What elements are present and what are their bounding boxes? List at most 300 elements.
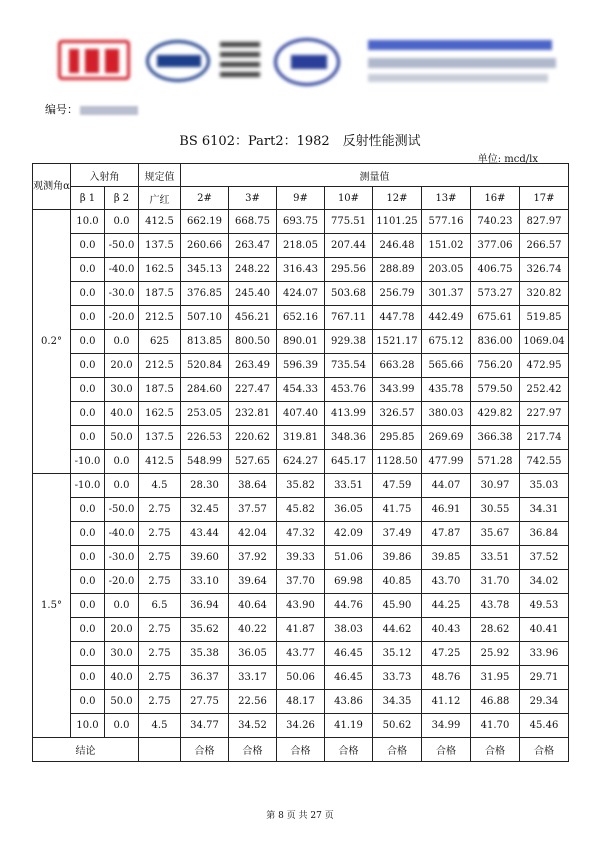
measured-value-cell: 34.77 (181, 714, 229, 738)
measured-value-cell: 442.49 (422, 306, 471, 330)
header-sample: 16# (471, 187, 520, 210)
measured-value-cell: 507.10 (181, 306, 229, 330)
measured-value-cell: 453.76 (325, 378, 373, 402)
measured-value-cell: 35.12 (373, 642, 422, 666)
measured-value-cell: 40.43 (422, 618, 471, 642)
measured-value-cell: 33.17 (229, 666, 277, 690)
table-row (33, 210, 569, 234)
measured-value-cell: 424.07 (277, 282, 325, 306)
table-row (33, 402, 569, 426)
measured-value-cell: 345.13 (181, 258, 229, 282)
cma-logo (58, 40, 130, 80)
table-row (33, 474, 569, 498)
spec-cell: 2.75 (139, 642, 181, 666)
observation-angle-cell: 0.2° (33, 210, 71, 474)
measured-value-cell: 624.27 (277, 450, 325, 474)
table-row (33, 714, 569, 738)
conclusion-cell: 合格 (422, 738, 471, 762)
measured-value-cell: 813.85 (181, 330, 229, 354)
measured-value-cell: 454.33 (277, 378, 325, 402)
spec-cell: 162.5 (139, 258, 181, 282)
beta1-cell: 0.0 (71, 354, 105, 378)
measured-value-cell: 25.92 (471, 642, 520, 666)
measured-value-cell: 573.27 (471, 282, 520, 306)
measured-value-cell: 663.28 (373, 354, 422, 378)
spec-cell: 2.75 (139, 498, 181, 522)
measured-value-cell: 596.39 (277, 354, 325, 378)
conclusion-cell: 合格 (325, 738, 373, 762)
measured-value-cell: 662.19 (181, 210, 229, 234)
beta2-cell: 0.0 (105, 330, 139, 354)
conclusion-cell: 合格 (520, 738, 569, 762)
measured-value-cell: 477.99 (422, 450, 471, 474)
measured-value-cell: 42.09 (325, 522, 373, 546)
measured-value-cell: 326.74 (520, 258, 569, 282)
header-sample: 12# (373, 187, 422, 210)
beta1-cell: 0.0 (71, 402, 105, 426)
measured-value-cell: 46.45 (325, 642, 373, 666)
beta1-cell: 0.0 (71, 522, 105, 546)
beta2-cell: 0.0 (105, 210, 139, 234)
table-row (33, 234, 569, 258)
measured-value-cell: 41.70 (471, 714, 520, 738)
table-row (33, 330, 569, 354)
measured-value-cell: 248.22 (229, 258, 277, 282)
spec-cell: 4.5 (139, 474, 181, 498)
header-beta1: β 1 (71, 187, 105, 210)
measured-value-cell: 675.12 (422, 330, 471, 354)
table-row (33, 498, 569, 522)
measured-value-cell: 40.22 (229, 618, 277, 642)
measured-value-cell: 577.16 (422, 210, 471, 234)
spec-cell: 6.5 (139, 594, 181, 618)
measured-value-cell: 406.75 (471, 258, 520, 282)
spec-cell: 2.75 (139, 546, 181, 570)
beta1-cell: 0.0 (71, 666, 105, 690)
measured-value-cell: 735.54 (325, 354, 373, 378)
spec-cell: 2.75 (139, 618, 181, 642)
beta2-cell: -30.0 (105, 546, 139, 570)
measured-value-cell: 377.06 (471, 234, 520, 258)
header-incidence-angle: 入射角 (71, 164, 139, 187)
measured-value-cell: 41.19 (325, 714, 373, 738)
measured-value-cell: 46.91 (422, 498, 471, 522)
beta1-cell: 0.0 (71, 498, 105, 522)
measured-value-cell: 41.12 (422, 690, 471, 714)
measured-value-cell: 35.82 (277, 474, 325, 498)
beta1-cell: 0.0 (71, 234, 105, 258)
beta1-cell: 0.0 (71, 594, 105, 618)
serial-redacted (80, 106, 138, 115)
measured-value-cell: 30.55 (471, 498, 520, 522)
spec-cell: 162.5 (139, 402, 181, 426)
beta1-cell: 0.0 (71, 570, 105, 594)
measured-value-cell: 40.85 (373, 570, 422, 594)
measured-value-cell: 34.26 (277, 714, 325, 738)
measured-value-cell: 246.48 (373, 234, 422, 258)
conclusion-cell: 合格 (181, 738, 229, 762)
beta1-cell: 0.0 (71, 426, 105, 450)
measured-value-cell: 31.70 (471, 570, 520, 594)
measured-value-cell: 34.52 (229, 714, 277, 738)
measured-value-cell: 45.82 (277, 498, 325, 522)
measured-value-cell: 40.64 (229, 594, 277, 618)
beta2-cell: -50.0 (105, 234, 139, 258)
measured-value-cell: 30.97 (471, 474, 520, 498)
measured-value-cell: 46.88 (471, 690, 520, 714)
table-row (33, 690, 569, 714)
spec-cell: 212.5 (139, 354, 181, 378)
measured-value-cell: 571.28 (471, 450, 520, 474)
measured-value-cell: 263.49 (229, 354, 277, 378)
beta1-cell: 0.0 (71, 378, 105, 402)
measured-value-cell: 435.78 (422, 378, 471, 402)
measured-value-cell: 413.99 (325, 402, 373, 426)
measured-value-cell: 37.57 (229, 498, 277, 522)
measured-value-cell: 36.05 (229, 642, 277, 666)
spec-cell: 187.5 (139, 282, 181, 306)
measured-value-cell: 43.44 (181, 522, 229, 546)
measured-value-cell: 520.84 (181, 354, 229, 378)
table-row (33, 426, 569, 450)
measured-value-cell: 693.75 (277, 210, 325, 234)
measured-value-cell: 447.78 (373, 306, 422, 330)
measured-value-cell: 269.69 (422, 426, 471, 450)
measured-value-cell: 45.90 (373, 594, 422, 618)
measured-value-cell: 836.00 (471, 330, 520, 354)
beta1-cell: 0.0 (71, 330, 105, 354)
beta2-cell: 50.0 (105, 426, 139, 450)
measured-value-cell: 34.02 (520, 570, 569, 594)
measured-value-cell: 519.85 (520, 306, 569, 330)
measured-value-cell: 742.55 (520, 450, 569, 474)
measured-value-cell: 51.06 (325, 546, 373, 570)
measured-value-cell: 319.81 (277, 426, 325, 450)
measured-value-cell: 252.42 (520, 378, 569, 402)
measured-value-cell: 429.82 (471, 402, 520, 426)
beta1-cell: -10.0 (71, 450, 105, 474)
measured-value-cell: 1069.04 (520, 330, 569, 354)
measured-value-cell: 929.38 (325, 330, 373, 354)
cnas-registration-text (220, 42, 260, 82)
measured-value-cell: 288.89 (373, 258, 422, 282)
measured-value-cell: 35.62 (181, 618, 229, 642)
measured-value-cell: 301.37 (422, 282, 471, 306)
spec-cell: 137.5 (139, 234, 181, 258)
measured-value-cell: 42.04 (229, 522, 277, 546)
spec-cell: 412.5 (139, 450, 181, 474)
measured-value-cell: 348.36 (325, 426, 373, 450)
measured-value-cell: 28.62 (471, 618, 520, 642)
measured-value-cell: 27.75 (181, 690, 229, 714)
measured-value-cell: 43.86 (325, 690, 373, 714)
measured-value-cell: 366.38 (471, 426, 520, 450)
measured-value-cell: 33.96 (520, 642, 569, 666)
table-row (33, 594, 569, 618)
conclusion-cell: 合格 (277, 738, 325, 762)
report-title: BS 6102：Part2：1982 反射性能测试 (179, 134, 421, 149)
measured-value-cell: 39.85 (422, 546, 471, 570)
measured-value-cell: 50.62 (373, 714, 422, 738)
measured-value-cell: 218.05 (277, 234, 325, 258)
measured-value-cell: 284.60 (181, 378, 229, 402)
measured-value-cell: 775.51 (325, 210, 373, 234)
conclusion-cell: 合格 (229, 738, 277, 762)
beta1-cell: 0.0 (71, 546, 105, 570)
measured-value-cell: 256.79 (373, 282, 422, 306)
beta1-cell: 0.0 (71, 618, 105, 642)
beta1-cell: 10.0 (71, 210, 105, 234)
header-sample: 9# (277, 187, 325, 210)
table-row (33, 258, 569, 282)
measured-value-cell: 295.56 (325, 258, 373, 282)
measured-value-cell: 36.37 (181, 666, 229, 690)
measured-value-cell: 47.32 (277, 522, 325, 546)
measured-value-cell: 579.50 (471, 378, 520, 402)
measured-value-cell: 456.21 (229, 306, 277, 330)
measured-value-cell: 36.94 (181, 594, 229, 618)
measured-value-cell: 43.77 (277, 642, 325, 666)
logo-strip (0, 28, 600, 98)
measured-value-cell: 227.97 (520, 402, 569, 426)
header-color: 广红 (139, 187, 181, 210)
conclusion-label: 结论 (33, 738, 139, 762)
beta1-cell: 0.0 (71, 282, 105, 306)
measured-value-cell: 740.23 (471, 210, 520, 234)
measured-value-cell: 29.34 (520, 690, 569, 714)
measured-value-cell: 40.41 (520, 618, 569, 642)
beta2-cell: 20.0 (105, 618, 139, 642)
measured-value-cell: 767.11 (325, 306, 373, 330)
measured-value-cell: 343.99 (373, 378, 422, 402)
header-sample: 2# (181, 187, 229, 210)
conclusion-row (33, 738, 569, 762)
measured-value-cell: 29.71 (520, 666, 569, 690)
measured-value-cell: 47.59 (373, 474, 422, 498)
beta2-cell: -20.0 (105, 570, 139, 594)
measured-value-cell: 35.03 (520, 474, 569, 498)
table-row (33, 522, 569, 546)
spec-cell: 2.75 (139, 666, 181, 690)
table-row (33, 618, 569, 642)
measured-value-cell: 380.03 (422, 402, 471, 426)
measured-value-cell: 33.73 (373, 666, 422, 690)
beta2-cell: -40.0 (105, 522, 139, 546)
spec-cell: 412.5 (139, 210, 181, 234)
beta2-cell: 40.0 (105, 402, 139, 426)
measured-value-cell: 28.30 (181, 474, 229, 498)
spec-cell: 625 (139, 330, 181, 354)
measured-value-cell: 320.82 (520, 282, 569, 306)
spec-cell: 187.5 (139, 378, 181, 402)
table-row (33, 450, 569, 474)
beta2-cell: 50.0 (105, 690, 139, 714)
beta2-cell: 0.0 (105, 594, 139, 618)
measured-value-cell: 43.90 (277, 594, 325, 618)
measured-value-cell: 45.46 (520, 714, 569, 738)
measured-value-cell: 207.44 (325, 234, 373, 258)
reflectivity-table (32, 163, 569, 762)
header-sample: 13# (422, 187, 471, 210)
header-beta2: β 2 (105, 187, 139, 210)
header-measured: 测量值 (181, 164, 569, 187)
measured-value-cell: 37.52 (520, 546, 569, 570)
beta2-cell: -40.0 (105, 258, 139, 282)
organization-logo (360, 36, 560, 88)
measured-value-cell: 217.74 (520, 426, 569, 450)
conclusion-cell: 合格 (471, 738, 520, 762)
measured-value-cell: 39.60 (181, 546, 229, 570)
measured-value-cell: 44.76 (325, 594, 373, 618)
measured-value-cell: 34.31 (520, 498, 569, 522)
measured-value-cell: 47.25 (422, 642, 471, 666)
beta1-cell: 0.0 (71, 306, 105, 330)
beta2-cell: 40.0 (105, 666, 139, 690)
cal-logo (274, 38, 340, 86)
conclusion-cell: 合格 (373, 738, 422, 762)
serial-number (45, 101, 138, 117)
measured-value-cell: 203.05 (422, 258, 471, 282)
conclusion-spec-cell (139, 738, 181, 762)
measured-value-cell: 34.35 (373, 690, 422, 714)
measured-value-cell: 44.07 (422, 474, 471, 498)
beta1-cell: 0.0 (71, 642, 105, 666)
measured-value-cell: 245.40 (229, 282, 277, 306)
measured-value-cell: 46.45 (325, 666, 373, 690)
measured-value-cell: 37.70 (277, 570, 325, 594)
measured-value-cell: 326.57 (373, 402, 422, 426)
measured-value-cell: 36.84 (520, 522, 569, 546)
measured-value-cell: 33.10 (181, 570, 229, 594)
table-row (33, 306, 569, 330)
measured-value-cell: 36.05 (325, 498, 373, 522)
measured-value-cell: 253.05 (181, 402, 229, 426)
measured-value-cell: 35.67 (471, 522, 520, 546)
measured-value-cell: 43.78 (471, 594, 520, 618)
header-sample: 10# (325, 187, 373, 210)
measured-value-cell: 756.20 (471, 354, 520, 378)
measured-value-cell: 527.65 (229, 450, 277, 474)
beta2-cell: 30.0 (105, 642, 139, 666)
measured-value-cell: 316.43 (277, 258, 325, 282)
header-sample: 3# (229, 187, 277, 210)
measured-value-cell: 44.25 (422, 594, 471, 618)
beta2-cell: 0.0 (105, 474, 139, 498)
measured-value-cell: 43.70 (422, 570, 471, 594)
measured-value-cell: 37.49 (373, 522, 422, 546)
table-row (33, 570, 569, 594)
measured-value-cell: 22.56 (229, 690, 277, 714)
measured-value-cell: 407.40 (277, 402, 325, 426)
spec-cell: 137.5 (139, 426, 181, 450)
measured-value-cell: 39.64 (229, 570, 277, 594)
beta2-cell: -20.0 (105, 306, 139, 330)
measured-value-cell: 48.76 (422, 666, 471, 690)
measured-value-cell: 295.85 (373, 426, 422, 450)
measured-value-cell: 41.75 (373, 498, 422, 522)
beta1-cell: 0.0 (71, 258, 105, 282)
measured-value-cell: 266.57 (520, 234, 569, 258)
measured-value-cell: 890.01 (277, 330, 325, 354)
measured-value-cell: 226.53 (181, 426, 229, 450)
cnas-logo (146, 40, 210, 82)
measured-value-cell: 41.87 (277, 618, 325, 642)
beta1-cell: 0.0 (71, 690, 105, 714)
measured-value-cell: 1521.17 (373, 330, 422, 354)
beta1-cell: -10.0 (71, 474, 105, 498)
measured-value-cell: 260.66 (181, 234, 229, 258)
beta2-cell: 0.0 (105, 714, 139, 738)
measured-value-cell: 827.97 (520, 210, 569, 234)
measured-value-cell: 1128.50 (373, 450, 422, 474)
measured-value-cell: 38.03 (325, 618, 373, 642)
measured-value-cell: 472.95 (520, 354, 569, 378)
measured-value-cell: 44.62 (373, 618, 422, 642)
measured-value-cell: 31.95 (471, 666, 520, 690)
measured-value-cell: 32.45 (181, 498, 229, 522)
measured-value-cell: 33.51 (471, 546, 520, 570)
measured-value-cell: 69.98 (325, 570, 373, 594)
table-row (33, 642, 569, 666)
beta2-cell: 20.0 (105, 354, 139, 378)
measured-value-cell: 47.87 (422, 522, 471, 546)
measured-value-cell: 548.99 (181, 450, 229, 474)
table-row (33, 546, 569, 570)
measured-value-cell: 50.06 (277, 666, 325, 690)
table-row (33, 282, 569, 306)
measured-value-cell: 503.68 (325, 282, 373, 306)
page-footer: 第 8 页 共 27 页 (266, 811, 334, 821)
measured-value-cell: 565.66 (422, 354, 471, 378)
spec-cell: 212.5 (139, 306, 181, 330)
spec-cell: 2.75 (139, 570, 181, 594)
measured-value-cell: 49.53 (520, 594, 569, 618)
measured-value-cell: 33.51 (325, 474, 373, 498)
measured-value-cell: 645.17 (325, 450, 373, 474)
beta2-cell: 0.0 (105, 450, 139, 474)
measured-value-cell: 227.47 (229, 378, 277, 402)
table-row (33, 354, 569, 378)
spec-cell: 2.75 (139, 690, 181, 714)
measured-value-cell: 263.47 (229, 234, 277, 258)
beta2-cell: -50.0 (105, 498, 139, 522)
measured-value-cell: 652.16 (277, 306, 325, 330)
measured-value-cell: 35.38 (181, 642, 229, 666)
measured-value-cell: 39.33 (277, 546, 325, 570)
measured-value-cell: 376.85 (181, 282, 229, 306)
measured-value-cell: 1101.25 (373, 210, 422, 234)
measured-value-cell: 668.75 (229, 210, 277, 234)
spec-cell: 4.5 (139, 714, 181, 738)
measured-value-cell: 232.81 (229, 402, 277, 426)
measured-value-cell: 151.02 (422, 234, 471, 258)
spec-cell: 2.75 (139, 522, 181, 546)
header-observation-angle: 观测角α (33, 164, 71, 210)
measured-value-cell: 37.92 (229, 546, 277, 570)
unit-label: 单位: mcd/lx (477, 154, 538, 165)
beta2-cell: 30.0 (105, 378, 139, 402)
measured-value-cell: 675.61 (471, 306, 520, 330)
table-row (33, 666, 569, 690)
measured-value-cell: 34.99 (422, 714, 471, 738)
beta1-cell: 10.0 (71, 714, 105, 738)
measured-value-cell: 800.50 (229, 330, 277, 354)
measured-value-cell: 48.17 (277, 690, 325, 714)
beta2-cell: -30.0 (105, 282, 139, 306)
observation-angle-cell: 1.5° (33, 474, 71, 738)
table-row (33, 378, 569, 402)
header-sample: 17# (520, 187, 569, 210)
